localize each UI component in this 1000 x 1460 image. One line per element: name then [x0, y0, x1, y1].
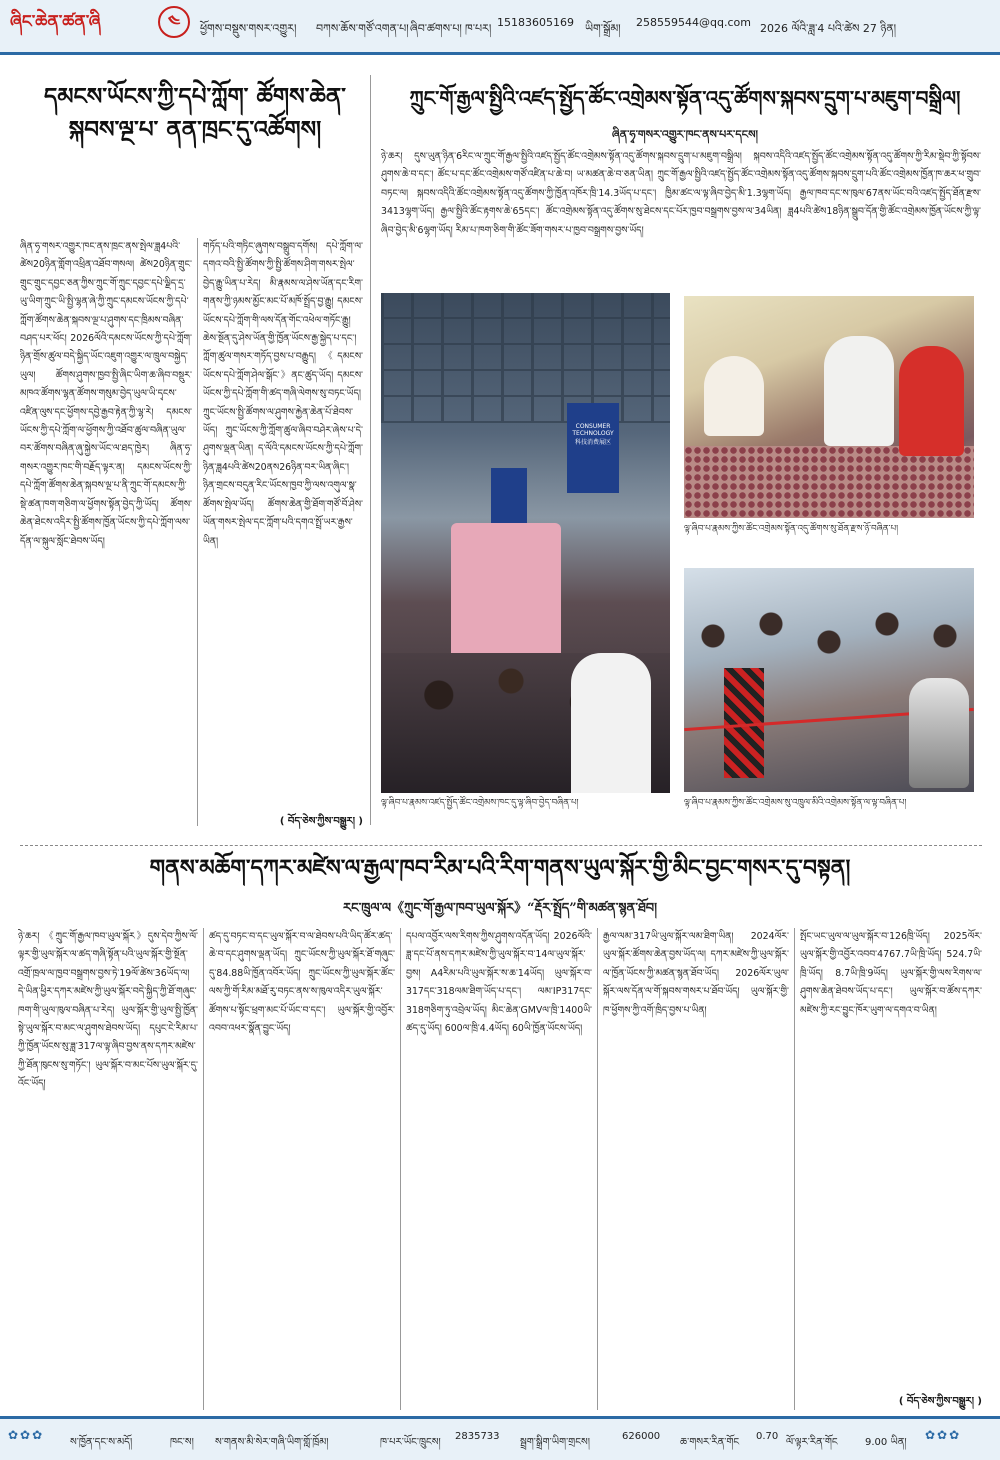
- robot-demo-photo: [684, 568, 974, 792]
- bottom-byline: ( བོད་ཅེས་ཀྱིས་བསྒྱུར། ): [898, 1396, 982, 1407]
- left-byline: ( བོད་ཅེས་ཀྱིས་བསྒྱུར། ): [279, 816, 363, 827]
- email-label: ཡིག་སྒྲོམ།: [585, 22, 621, 35]
- footer-price: 0.70: [756, 1431, 779, 1442]
- footer-price-label: ཆ་གསར་རིན་གོང: [680, 1437, 740, 1448]
- proof-label: ཞིབ་ཚགས་པ།: [410, 22, 462, 35]
- pink-booth: [451, 523, 561, 663]
- shopper-woman: [899, 346, 964, 456]
- phone-label: ཁ་པར།: [465, 22, 492, 35]
- footer-postcode: 626000: [622, 1431, 661, 1442]
- right-body: ཉེ་ཆར། དུས་ཡུན་ཉིན་6རིང་ལ་ཀྲུང་གོ་རྒྱལ་སྤྱིའི་འཛད་སྤྱོད་ཚོང་འགྲེམས་སྟོན་འདུ་ཚོགས་སྐབས་དྲུག་པ་མཇུག་བསྒྲིལ། སྐབས་འདིའི་འཛད་སྤྱོད་ཚོང་འགྲེམས་སྟོན་འདུ་ཚོགས་ཀྱི་རིམ་སྡེབ་ཀྱི་སྟོབས་ཤུགས་ཆེ་བ་དང་། ཚོང་པ་དང་ཚོང་འགྲེམས་གཙོ་འཛིན་པ་ཆེ་བ། ཡ་མཚན་ཆེ་བ་ཅན་ཡིན། ཀྲུང་གོ་རྒྱལ་སྤྱིའི་འཛད་སྤྱོད་ཚོང་འགྲེམས་སྟོན་འདུ་ཚོགས་སྐབས་དྲུག་པའི་ཚོང་འགྲེམས་ཁྱོན་ཁ་ཆར་ཕ་གྲུབ་བཏང་ལ། སྐབས་འདིའི་ཚོང་འགྲེམས་སྟོན་འདུ་ཚོགས་ཀྱི་ཁྱོན་འཁོར་ཁྲི་14.3ཡོད་པ་དང་། ཁྱིམ་ཚང་ལ་ལྟ་ཞིབ་བྱེད་མི་1.3ལྷག་ཡོད། རྒྱལ་ཁབ་དང་ས་ཁུལ་67ནས་ཡོང་བའི་འཛད་སྤྱོད་ཐོན་རྫས་3413ལྷག་ཡོད། རྒྱལ་སྤྱིའི་ཚོང་རྟགས་ཆེ་65དང་། ཚོང་འགྲེམས་སྟོན་འདུ་ཚོགས་སུ་ཐེངས་དང་པོར་ཁྱབ་བསྒྲགས་བྱས་ལ་34ཡིན། ཟླ4པའི་ཚེས18ཉིན་སྒྲུབ་དོན་གྱི་ཚོང་འགྲེམས་ཁྱོན་ཡོངས་ཀྱི་ལྟ་ཞིབ་བྱེད་མི་6ལྷག་ཡོད། རིམ་པ་ཁག་ཅིག་གི་ཚོང་ཟོག་གསར་པ་ཁྱབ་བསྒྲགས་བྱས་ཡོད།: [381, 151, 981, 236]
- header-phone: 15183605169: [497, 16, 574, 29]
- footer-address-label: ས་ཁྱོན་དང་ས་མདོ།: [70, 1437, 133, 1448]
- footer-phone-label: ཁ་པར་ཡོང་ཁྲུངས།: [380, 1437, 441, 1448]
- right-headline: ཀྲུང་གོ་རྒྱལ་སྤྱིའི་འཛད་སྤྱོད་ཚོང་འགྲེམས་སྟོན་འདུ་ཚོགས་སྐབས་དྲུག་པ་མཇུག་བསྒྲིལ།: [409, 86, 961, 110]
- bottom-col1: ཉེ་ཆར། 《ཀྲུང་གོ་རྒྱལ་ཁབ་ཡུལ་སྐོར》དུས་དེབ་ཀྱིས་ལོ་ལྟར་གྱི་ཡུལ་སྐོར་ལ་ཚད་གཞི་སྟོན་པའི་ཡུལ་སྐོར་གྱི་སྔོན་འགྲོ་ཁྲལ་ལ་ཁྱབ་བསྒྲགས་བྱས་ཏེ་19ལོ་ཚེས་36ཡོད་ལ། དེ་ཡིན་ཕྱིར་དཀར་མཛེས་ཀྱི་ཡུལ་སྐོར་བདེ་སྐྱིད་ཀྱི་ཐོ་གཞུང་ཁག་གི་ཡུལ་ཁུལ་བཞིན་པ་རེད། ཡུལ་སྐོར་གྱི་ཡུལ་སྤྱི་ཁྱོན་སྟེ་ཡུལ་སྐོར་བ་མང་ལ་ཤུགས་ཐེབས་ཡོད། དཔུང་ངེ་རིམ་པ་ཀྱི་ཁྱོན་ཡོངས་སུ་ཟླ་317ལ་ལྟ་ཞིབ་བྱས་ནས་དཀར་མཛེས་ཀྱི་ཐོན་ཁུངས་སུ་གཏོང་། ཡུལ་སྐོར་བ་མང་པོས་ཡུལ་སྐོར་དུ་འོང་ཡོད།: [18, 931, 198, 1090]
- lotus-ornament-icon: ✿✿✿: [925, 1428, 962, 1442]
- issue-date: 2026 ལོའི་ཟླ་4 པའི་ཚེས 27 ཉིན།: [760, 22, 897, 35]
- bottom-col4: རྒྱལ་ལམ་317ཡི་ཡུལ་སྐོར་ལམ་ཐིག་ཡིན། 2024ལོར་ཡུལ་སྐོར་ཚོགས་ཆེན་བྱས་ཡོད་ལ། དཀར་མཛེས་ཀྱི་ཡུལ་སྐོར་ལ་ཁྱོན་ཡོངས་ཀྱི་མཚན་སྙན་ཐོབ་ཡོད། 2026ལོར་ཡུལ་སྐོར་ལས་དོན་ལ་གོ་སྐབས་གསར་པ་ཐོབ་ཡོད། ཡུལ་སྐོར་གྱི་ཁ་ཕྱོགས་ཀྱི་འགོ་ཁྲིད་བྱས་པ་ཡིན།: [603, 931, 789, 1016]
- bottom-col3: དཔལ་འབྱོར་ལས་རིགས་ཀྱིས་ཤུགས་འདོན་ཡོད། 2026ལོའི་ཟླ་དང་པོ་ནས་དཀར་མཛེས་ཀྱི་ཡུལ་སྐོར་བ་14ལ་ཡུལ་སྐོར་བྱས། A4རིམ་པའི་ཡུལ་སྐོར་ས་ཆ་14ཡོད། ཡུལ་སྐོར་བ་317དང་318ལམ་ཐིག་ཡོད་པ་དང་། ལམ་IP317དང་318གཅིག་ཏུ་འབྲེལ་ཡོད། མིང་ཆེན་GMVལ་ཁྲི་1400ཡི་ཚད་དུ་ཡོད། 600ལ་ཁྲི་4.4ཡོད། 60ཡི་ཁྱོན་ཡོངས་ཡོད།: [406, 931, 592, 1035]
- section-divider: [370, 75, 371, 825]
- bottom-col2: ཚད་དུ་བཏང་བ་དང་ཡུལ་སྐོར་བ་ལ་ཐེབས་པའི་ཡིད་ཚོར་ཚད་ཆེ་བ་དང་ཤུགས་ལྡན་ཡོད། ཀྲུང་ཡོངས་ཀྱི་ཡུལ་སྐོར་ཐོ་གཞུང་དུ་84.88ཡི་ཁྱོན་འབོར་ཡོད། ཀྲུང་ཡོངས་ཀྱི་ཡུལ་སྐོར་ཚོང་ལས་ཀྱི་གོ་རིམ་མཐོ་རུ་བཏང་ནས་ས་ཁུལ་འདིར་ཡུལ་སྐོར་ཚོགས་པ་སྟོང་ཕྲག་མང་པོ་ཡོང་བ་དང་། ཡུལ་སྐོར་གྱི་འབྱོར་འབབ་འཕར་སྣོན་བྱུང་ཡོད།: [209, 931, 395, 1035]
- banner-text: CONSUMER TECHNOLOGY: [572, 423, 614, 437]
- footer-contact-label: ས་གནས་མི་སེར་གཞི་ཡིག་གློ་ཁྲོམ།: [215, 1437, 329, 1448]
- right-subhead: ཞིན་ཧྭ་གསར་འགྱུར་ཁང་ནས་པར་དངས།: [612, 128, 758, 141]
- column-divider: [400, 928, 401, 1410]
- editor-label: བཀས་ཆོས་གཙོ་འགན་པ།: [316, 22, 409, 35]
- masthead-logo: ཞིང་ཆེན་ཚན་ཞི: [10, 12, 101, 32]
- bottom-subhead: རང་ཁྲུལ་ལ《ཀྲུང་གོ་རྒྱལ་ཁབ་ཡུལ་སྐོར》“རྡོར་སྤྲོད”གི་མཚན་སྙན་ཐོབ།: [342, 901, 658, 916]
- lotus-ornament-icon: ✿✿✿: [8, 1428, 45, 1442]
- section-name: ཕྱོགས་བསྡུས་གསར་འགྱུར།: [200, 22, 297, 35]
- caption-market: ལྟ་ཞིབ་པ་རྣམས་ཀྱིས་ཚོང་འགྲེམས་སྟོན་འདུ་ཚོགས་སུ་ཐོན་རྫས་ཉོ་བཞིན་པ།: [684, 524, 899, 534]
- column-divider: [197, 238, 198, 826]
- bottom-headline: གནས་མཆོག་དཀར་མཛེས་ལ་རྒྱལ་ཁབ་རིམ་པའི་རིག་གནས་ཡུལ་སྐོར་གྱི་མིང་བྱང་གསར་དུ་བསྟན།: [149, 855, 851, 881]
- left-body-col1: ཞིན་ཧྭ་གསར་འགྱུར་ཁང་ནས་ཁྲང་ནས་སྤེལ་ཟླ4པའི་ཚེས20ཉིན་གློག་འཕྲིན་འཐོབ་གསལ། ཚེས20ཉིན་གྲུང་གྲུང་གྲུང་དབྱང་ཅན་ཀྱིས་ཀྲུང་གོ་ཀྲུང་དབྱང་དཔེ་ལྗིད་དྲ་ཡུ་ཡིག་ཀྲུང་ཡི་སྤྱི་ལྷན་ཞེ་ཀྱི་ཀྲུང་དམངས་ཡོངས་ཀྱི་དཔེ་ཀློག་ཚོགས་ཆེན་སྐབས་ལྔ་པ་ཤུགས་དང་ཁྲིམས་བཞིན་བཤད་པར་ཕོང། 2026ལོའི་དམངས་ཡོངས་ཀྱི་དཔེ་ཀློག་ཉིན་གྲོས་ཚུལ་བདེ་སྐྱིད་ཡོང་འཇུག་འགྱུར་ལ་ཁྲུལ་བསྐྱེད་ཡུལ། ཚོགས་ཤུགས་ཁྱབ་སྤྱི་ཞིང་ཡིག་ཆ་ཞིབ་བསྡུར་མཁའ་ཚོགས་ལྷན་ཚོགས་གསུམ་བྱེད་ཡུལ་ཡི་དྭངས་འཛིན་ལུས་དང་ཕྱོགས་དབྱེ་རྒྱབ་རྟེན་ཀྱི་ལྷ་རེ། དམངས་ཡོངས་ཀྱི་དཔེ་ཀློག་ལ་ཕྱོགས་ཀྱི་འཐོབ་ཚུལ་བཞིན་ཡུལ་བར་ཚོགས་བཞིན་ཞུ་སྐྱེས་ཡོང་ལ་ཐད་ཁྱེར། ཞིན་ཧྭ་གསར་འགྱུར་ཁང་གི་བརྗོད་ལྟར་ན། དམངས་ཡོངས་ཀྱི་དཔེ་ཀློག་ཚོགས་ཆེན་སྐབས་ལྔ་པ་ནི་ཀྲུང་གོ་དམངས་ཀྱི་སྡེ་ཚན་ཁག་གཅིག་ལ་ཕྱོགས་སྟོན་བྱེད་ཀྱི་ཡོད། ཚོགས་ཆེན་ཐེངས་འདིར་སྤྱི་ཚོགས་ཁྱོན་ཡོངས་ཀྱི་དཔེ་ཀློག་ལས་དོན་ལ་སྐུལ་སློང་ཐེབས་ཡོད།: [20, 241, 192, 547]
- left-body-col2: གཏོད་པའི་གཏིང་ཞུགས་བསྒྲུབ་དགོས། དཔེ་ཀློག་ལ་དགའ་བའི་སྤྱི་ཚོགས་ཀྱི་སྤྱི་ཚོགས་ཤིག་གསར་སྤེལ་བྱེད་རྒྱུ་ཡིན་པ་རེད། མི་རྣམས་ལ་ཤེས་ཡོན་དང་རིག་གནས་ཀྱི་ཉམས་མྱོང་མང་པོ་མཁོ་སྤྲོད་བྱ་རྒྱུ། དམངས་ཡོངས་དཔེ་ཀློག་གི་ལས་དོན་གོང་འཕེལ་གཏོང་རྒྱུ། ཆེས་སྔོན་དུ་ཤེས་ཡོན་གྱི་ཁྱོན་ཡོངས་རྒྱ་སྐྱེད་པ་དང་། ཀློག་ཚུལ་གསར་གཏོད་བྱས་པ་བརྒྱུད། 《དམངས་ཡོངས་དཔེ་ཀློག་ཤེལ་སྒོང་》ནང་ཚུད་ཡོད། དམངས་ཡོངས་ཀྱི་དཔེ་ཀློག་གི་ཚད་གཞི་ལེགས་སུ་བཏང་ཡོད། ཀྲུང་ཡོངས་སྤྱི་ཚོགས་ལ་ཤུགས་རྐྱེན་ཆེན་པོ་ཐེབས་ཡོད། ཀྲུང་ཡོངས་ཀྱི་ཀློག་ཚུལ་ཞིབ་བཤེར་ཞེས་པ་དེ་ཤུགས་ལྡན་ཡིན། ད་ལོའི་དམངས་ཡོངས་ཀྱི་དཔེ་ཀློག་ཉིན་ཟླ4པའི་ཚེས20ནས26ཉིན་བར་ཡིན་ཞིང་། ཉིན་གྲངས་བདུན་རིང་ཡོངས་ཁྱབ་ཀྱི་ལས་འགུལ་སྣ་ཚོགས་སྤེལ་ཡོད། ཚོགས་ཆེན་གྱི་ཐོག་གཙོ་བོ་ཤེས་ཡོན་གསར་སྤེལ་དང་ཀློག་པའི་དགའ་སྤྲོ་ཡར་རྒྱས་ཡིན།: [203, 241, 363, 547]
- footer-annual-label: ལོ་ལྟར་རིན་གོང: [786, 1437, 838, 1448]
- bottom-col5: སྤོང་ཡང་ཡུལ་ལ་ཡུལ་སྐོར་བ་126ཁྲི་ཡོད། 2025ལོར་ཡུལ་སྐོར་གྱི་འབྱོར་འབབ་4767.7ཡི་ཁྲི་ཡོད། 524.7ཡི་ཁྲི་ཡོད། 8.7ཡི་ཁྲི་9ཡོད། ཡུལ་སྐོར་གྱི་ལས་རིགས་ལ་ཤུགས་ཆེན་ཐེབས་ཡོད་པ་དང་། ཡུལ་སྐོར་བ་ཚོས་དཀར་མཛེས་ཀྱི་རང་བྱུང་ཁོར་ཡུག་ལ་དགའ་བ་ཡིན།: [800, 931, 982, 1016]
- banner-sub: 科技消费展区: [574, 439, 611, 446]
- footer-band: [0, 1416, 1000, 1460]
- expo-hall-photo: [381, 293, 670, 793]
- column-divider: [597, 928, 598, 1410]
- humanoid-robot: [909, 678, 969, 788]
- section-separator: [20, 845, 982, 846]
- footer-phone: 2835733: [455, 1431, 500, 1442]
- column-divider: [794, 928, 795, 1410]
- ceiling-truss: [381, 293, 670, 423]
- caption-expo-hall: ལྟ་ཞིབ་པ་རྣམས་འཛད་སྤྱོད་ཚོང་འགྲེམས་ཁང་དུ་ལྟ་ཞིབ་བྱེད་བཞིན་པ།: [381, 798, 579, 808]
- left-headline: དམངས་ཡོངས་ཀྱི་དཔེ་ཀློག་ ཚོགས་ཆེན་སྐབས་ལྔ་པ་ ནན་ཁྲང་དུ་འཚོགས།: [44, 83, 346, 144]
- market-photo: [684, 296, 974, 518]
- header-email: 258559544@qq.com: [636, 16, 751, 29]
- caption-robot: ལྟ་ཞིབ་པ་རྣམས་ཀྱིས་ཚོང་འགྲེམས་སུ་འཁྲུལ་མིའི་འགྲེམས་སྟོན་ལ་ལྟ་བཞིན་པ།: [684, 798, 907, 808]
- column-divider: [203, 928, 204, 1410]
- shopper-man: [824, 336, 894, 446]
- visitor-foreground: [571, 653, 651, 793]
- seller: [704, 356, 764, 436]
- consumer-tech-banner: [567, 403, 619, 493]
- beans-display: [684, 446, 974, 518]
- footer-city: ཁང་ས།: [170, 1437, 194, 1448]
- page-number-badge: ༤: [158, 6, 190, 38]
- secondary-banner: [491, 468, 527, 526]
- footer-postcode-label: སྦྲག་སྒྲིག་ཡིག་གྲངས།: [520, 1437, 590, 1448]
- footer-annual-price: 9.00 ཡིན།: [865, 1437, 907, 1448]
